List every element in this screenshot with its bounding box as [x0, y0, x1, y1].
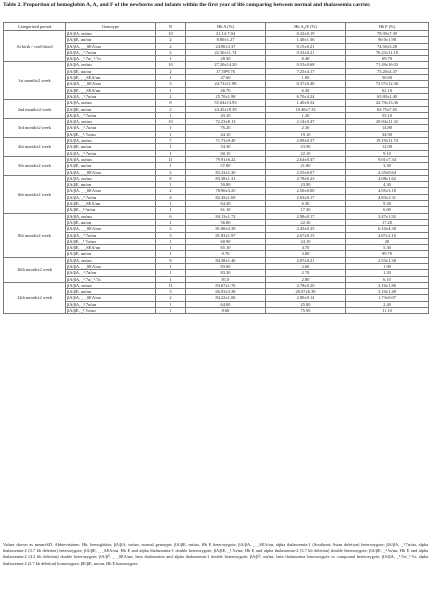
hbf-cell: 55.10 — [346, 112, 429, 118]
n-cell: 10 — [156, 62, 186, 68]
n-cell: 7 — [156, 138, 186, 144]
hba2e-cell: 2.98±0.17 — [266, 213, 346, 219]
hba-cell: 65.10 — [186, 245, 266, 251]
genotype-cell: βA/βA, _ _SEA/αα — [66, 81, 156, 87]
hbf-cell: 20 — [346, 238, 429, 244]
period-cell: 12th month±2 week — [4, 282, 66, 313]
genotype-cell: βA/βE, _³.7α/αα — [66, 238, 156, 244]
hba2e-cell: 2.30 — [266, 125, 346, 131]
n-cell: 2 — [156, 43, 186, 49]
genotype-cell: βA/βE, αα/αα — [66, 289, 156, 295]
hba-cell: 83.23±1.20 — [186, 169, 266, 175]
hba-cell: 83.38±1.31 — [186, 175, 266, 181]
hbf-cell: 1.90 — [346, 263, 429, 269]
genotype-cell: βA/βA, _ _SEA/αα — [66, 263, 156, 269]
hba2e-cell: 19.10 — [266, 131, 346, 137]
hba2e-cell: 6.30 — [266, 87, 346, 93]
genotype-cell: βA/βA, _³.7α/αα — [66, 49, 156, 55]
hbf-cell: 6.10±4.30 — [346, 226, 429, 232]
hba2e-cell: 0.15±0.21 — [266, 43, 346, 49]
hba-cell: 81.83±1.97 — [186, 232, 266, 238]
period-cell: 5th month±2 week — [4, 156, 66, 175]
hbf-cell: 12.00 — [346, 144, 429, 150]
period-cell: 4th month±2 week — [4, 138, 66, 157]
hba2e-cell: 7.25±4.17 — [266, 68, 346, 74]
hba2e-cell: 4.70 — [266, 245, 346, 251]
genotype-cell: βA/βA, αα/αα — [66, 62, 156, 68]
hba-cell: 81.80±3.39 — [186, 226, 266, 232]
hba2e-cell: 6.70±4.24 — [266, 93, 346, 99]
n-cell: 1 — [156, 150, 186, 156]
table-row — [4, 308, 429, 314]
hba2e-cell: 1.40±1.36 — [266, 37, 346, 43]
hbf-cell: 71.49±16.03 — [346, 62, 429, 68]
hbf-cell: 9.01±7.34 — [346, 156, 429, 162]
hba-cell: 56.80 — [186, 219, 266, 225]
hba2e-cell: 2.87±0.21 — [266, 257, 346, 263]
hba-cell: 43.10 — [186, 112, 266, 118]
hbf-cell: 14.80 — [346, 125, 429, 131]
genotype-cell: βA/βA, αα/αα — [66, 100, 156, 106]
period-cell: 8th month±2 week — [4, 213, 66, 257]
n-cell: 1 — [156, 56, 186, 62]
n-cell: 1 — [156, 238, 186, 244]
hbf-cell: 3.10±1.49 — [346, 289, 429, 295]
hba2e-cell: 1.20 — [266, 112, 346, 118]
hbf-cell: 42.79±13.36 — [346, 100, 429, 106]
genotype-cell: βA/βE, _ _SEA/αα — [66, 245, 156, 251]
genotype-cell: βA/βE, _³.7α/αα — [66, 131, 156, 137]
genotype-cell: βA/βE, αα/αα — [66, 106, 156, 112]
genotype-cell: βA/βE, _³.7α/αα — [66, 308, 156, 314]
n-cell: 11 — [156, 156, 186, 162]
hbf-cell: 50.00 — [346, 75, 429, 81]
genotype-cell: βA/βE, _ _SEA/αα — [66, 87, 156, 93]
hba2e-cell: 0.33±0.21 — [266, 49, 346, 55]
hba-cell: 59.80 — [186, 182, 266, 188]
hbf-cell: 69.70 — [346, 56, 429, 62]
n-cell: 1 — [156, 182, 186, 188]
n-cell: 2 — [156, 49, 186, 55]
hba-cell: 47.60 — [186, 75, 266, 81]
n-cell: 2 — [156, 295, 186, 301]
header-hba2e: Hb A₂/E (%) — [266, 23, 346, 31]
hbf-cell: 4.08±1.62 — [346, 175, 429, 181]
hba2e-cell: 75.90 — [266, 308, 346, 314]
n-cell: 1 — [156, 308, 186, 314]
n-cell: 10 — [156, 119, 186, 125]
n-cell: 2 — [156, 106, 186, 112]
hbf-cell: 90.0±1.98 — [346, 37, 429, 43]
hba-cell: 81.0 — [186, 276, 266, 282]
genotype-cell: βA/βA, _³.7α/_³.7α — [66, 276, 156, 282]
genotype-cell: βA/βA, _ _SEA/αα — [66, 43, 156, 49]
hba-cell: 61.10 — [186, 207, 266, 213]
n-cell: 10 — [156, 31, 186, 37]
genotype-cell: βA/βA, _ _SEA/αα — [66, 188, 156, 194]
hba-cell: 8.80±1.27 — [186, 37, 266, 43]
genotype-cell: βA/βA, _³.7α/αα — [66, 125, 156, 131]
hba2e-cell: 6.30 — [266, 201, 346, 207]
header-hbf: Hb F (%) — [346, 23, 429, 31]
hba-cell: 66.03±3.38 — [186, 289, 266, 295]
hba-cell: 84.22±1.06 — [186, 295, 266, 301]
hbf-cell: 1.20 — [346, 270, 429, 276]
genotype-cell: βA/βA, _ _SEA/αα — [66, 295, 156, 301]
genotype-cell: βA/βA, αα/αα — [66, 175, 156, 181]
period-cell: 10th month±2 week — [4, 257, 66, 282]
genotype-cell: βA/βE, αα/αα — [66, 37, 156, 43]
hba2e-cell: 21.80 — [266, 163, 346, 169]
hba-cell: 21.14·7.04 — [186, 31, 266, 37]
n-cell: 1 — [156, 163, 186, 169]
hba2e-cell: 2.67±0.15 — [266, 232, 346, 238]
hba-cell: 64.00 — [186, 301, 266, 307]
n-cell: 1 — [156, 263, 186, 269]
hbf-cell: 78.39±7.39 — [346, 31, 429, 37]
hba2e-cell: 22.10 — [266, 150, 346, 156]
genotype-cell: βA/βA, _ _SEA/αα — [66, 169, 156, 175]
hba-cell: 24.90±3.37 — [186, 43, 266, 49]
hbf-cell: 17.20 — [346, 219, 429, 225]
n-cell: 2 — [156, 37, 186, 43]
hba2e-cell: 22.30 — [266, 219, 346, 225]
n-cell: 2 — [156, 93, 186, 99]
genotype-cell: βA/βA, _³.7α/_³.7α — [66, 56, 156, 62]
hba-cell: 60.10 — [186, 150, 266, 156]
hba2e-cell: 2.78±0.23 — [266, 175, 346, 181]
hbf-cell: 63.75±7.65 — [346, 106, 429, 112]
hba-cell: 71.73±9.49 — [186, 138, 266, 144]
hbf-cell: 9.10 — [346, 150, 429, 156]
hemoglobin-table — [3, 22, 429, 314]
n-cell: 1 — [156, 201, 186, 207]
genotype-cell: βA/βE, _ _SEA/αα — [66, 75, 156, 81]
hba-cell: 76.20 — [186, 125, 266, 131]
hba-cell: 82.45±1.69 — [186, 194, 266, 200]
genotype-cell: βA/βE, αα/αα — [66, 219, 156, 225]
hba2e-cell: 2.60 — [266, 263, 346, 269]
hba-cell: 0.70 — [186, 251, 266, 257]
genotype-cell: βA/βE, _⁴.²α/αα — [66, 207, 156, 213]
hbf-cell: 2.40 — [346, 301, 429, 307]
hbf-cell: 4.95±3.18 — [346, 188, 429, 194]
hbf-cell: 3.30 — [346, 163, 429, 169]
hbf-cell: 34.90 — [346, 131, 429, 137]
hbf-cell: 76.23±11.10 — [346, 49, 429, 55]
genotype-cell: βA/βA, αα/αα — [66, 213, 156, 219]
hba-cell: 27.20±14.20 — [186, 62, 266, 68]
hbf-cell: 74.50±3.28 — [346, 43, 429, 49]
hba-cell: 78.90±3.25 — [186, 188, 266, 194]
hba2e-cell: 2.78±0.20 — [266, 282, 346, 288]
n-cell: 9 — [156, 257, 186, 263]
hbf-cell: 4.30 — [346, 182, 429, 188]
hba2e-cell: 0.40 — [266, 56, 346, 62]
n-cell: 1 — [156, 112, 186, 118]
n-cell: 11 — [156, 282, 186, 288]
genotype-cell: βA/βA, αα/αα — [66, 31, 156, 37]
n-cell: 1 — [156, 75, 186, 81]
period-cell: At birth / cord blood — [4, 31, 66, 62]
hbf-cell: 19.19±11.74 — [346, 138, 429, 144]
hba-cell: 25.70±1.98 — [186, 93, 266, 99]
hba-cell: 17.50²9.76 — [186, 68, 266, 74]
hba-cell: 60.90 — [186, 238, 266, 244]
header-n: N — [156, 23, 186, 31]
header-hba: Hb A (%) — [186, 23, 266, 31]
hba-cell: 26.70 — [186, 87, 266, 93]
hbf-cell: 3.47±1.92 — [346, 213, 429, 219]
hba-cell: 28.30 — [186, 56, 266, 62]
n-cell: 8 — [156, 175, 186, 181]
hba2e-cell: 2.14±0.47 — [266, 119, 346, 125]
hba2e-cell: 3.00 — [266, 251, 346, 257]
hba2e-cell: 0.55±0.68 — [266, 62, 346, 68]
hba-cell: 84.38±1.46 — [186, 257, 266, 263]
hba-cell: 22.30±11.74 — [186, 49, 266, 55]
genotype-cell: βA/βA, _³.7α/αα — [66, 232, 156, 238]
hbf-cell: 4.83±2.31 — [346, 194, 429, 200]
hba-cell: 55.04±13.93 — [186, 100, 266, 106]
n-cell: 3 — [156, 81, 186, 87]
header-period: Categorized period — [4, 23, 66, 31]
hba2e-cell: 0.37±0.40 — [266, 81, 346, 87]
hba2e-cell: 2.63±0.17 — [266, 194, 346, 200]
hba-cell: 24.73±11.88 — [186, 81, 266, 87]
period-cell: 6th month±2 week — [4, 175, 66, 213]
hba2e-cell: 23.90 — [266, 182, 346, 188]
hbf-cell: 4.35±0.64 — [346, 169, 429, 175]
hba-cell: 64.30 — [186, 201, 266, 207]
hba2e-cell: 10.40±7.33 — [266, 106, 346, 112]
genotype-cell: βA/βA, αα/αα — [66, 119, 156, 125]
hba-cell: 44.10 — [186, 131, 266, 137]
header-genotype: Genotype — [66, 23, 156, 31]
n-cell: 4 — [156, 194, 186, 200]
hbf-cell: 9.30 — [346, 201, 429, 207]
genotype-cell: βA/βE, αα/αα — [66, 144, 156, 150]
n-cell: 1 — [156, 144, 186, 150]
hba-cell: 72.23±8.13 — [186, 119, 266, 125]
genotype-cell: βA/βA, _³.7α/αα — [66, 93, 156, 99]
hbf-cell: 2.53±1.38 — [346, 257, 429, 263]
n-cell: 2 — [156, 226, 186, 232]
n-cell: 2 — [156, 188, 186, 194]
hba-cell: 79.91±6.22 — [186, 156, 266, 162]
n-cell: 8 — [156, 100, 186, 106]
n-cell: 1 — [156, 207, 186, 213]
hba-cell: 57.00 — [186, 163, 266, 169]
n-cell: 2 — [156, 68, 186, 74]
genotype-cell: βA/βE, αα/αα — [66, 251, 156, 257]
hba2e-cell: 2.55±0.07 — [266, 169, 346, 175]
hba-cell: 83.00 — [186, 263, 266, 269]
hba2e-cell: 23.50 — [266, 144, 346, 150]
genotype-cell: βA/βA, αα/αα — [66, 282, 156, 288]
hbf-cell: 20.04±11.32 — [346, 119, 429, 125]
genotype-cell: βA/βA, _³.7α/αα — [66, 194, 156, 200]
period-cell: 2nd month±2 week — [4, 100, 66, 119]
n-cell: 1 — [156, 125, 186, 131]
hbf-cell: 65.80±2.40 — [346, 93, 429, 99]
header-row — [4, 23, 429, 31]
hba2e-cell: 2.70 — [266, 270, 346, 276]
genotype-cell: βA/βA, _³.7α/αα — [66, 150, 156, 156]
hbf-cell: 4.87±2.10 — [346, 232, 429, 238]
hbf-cell: 75.20±4.37 — [346, 68, 429, 74]
hba2e-cell: 2.45±0.35 — [266, 226, 346, 232]
genotype-cell: βA/βA, _³.7α/αα — [66, 270, 156, 276]
n-cell: 1 — [156, 245, 186, 251]
genotype-cell: βA/βA, _³.7α/αα — [66, 301, 156, 307]
hba2e-cell: 2.80 — [266, 276, 346, 282]
hba-cell: 83.67±1.76 — [186, 282, 266, 288]
n-cell: 3 — [156, 232, 186, 238]
hba2e-cell: 20.07±6.39 — [266, 289, 346, 295]
hba2e-cell: 1.00 — [266, 75, 346, 81]
hbf-cell: 6.00 — [346, 207, 429, 213]
genotype-cell: βA/βE, αα/αα — [66, 68, 156, 74]
hba-cell: 24.45±19.39 — [186, 106, 266, 112]
table-body — [4, 31, 429, 314]
hbf-cell: 73.57±12.36 — [346, 81, 429, 87]
hba2e-cell: 2.80±0.14 — [266, 295, 346, 301]
hbf-cell: 6.10 — [346, 276, 429, 282]
n-cell: 1 — [156, 276, 186, 282]
hbf-cell: 5.30 — [346, 245, 429, 251]
hba-cell: 83.30 — [186, 270, 266, 276]
n-cell: 1 — [156, 251, 186, 257]
genotype-cell: βA/βA, _ _SEA/αα — [66, 226, 156, 232]
period-cell: 3rd month±2 week — [4, 119, 66, 138]
n-cell: 1 — [156, 87, 186, 93]
hba2e-cell: 2.50±0.00 — [266, 188, 346, 194]
n-cell: 1 — [156, 270, 186, 276]
n-cell: 1 — [156, 219, 186, 225]
period-cell: 1st month±2 week — [4, 62, 66, 100]
hba-cell: 54.30 — [186, 144, 266, 150]
hbf-cell: 99.70 — [346, 251, 429, 257]
n-cell: 3 — [156, 289, 186, 295]
hba2e-cell: 0.32±0.19 — [266, 31, 346, 37]
hbf-cell: 62.10 — [346, 87, 429, 93]
genotype-cell: βA/βE, _ _SEA/αα — [66, 201, 156, 207]
hbf-cell: 1.73±0.07 — [346, 295, 429, 301]
n-cell: 2 — [156, 169, 186, 175]
genotype-cell: βA/βA, αα/αα — [66, 156, 156, 162]
hbf-cell: 11.10 — [346, 308, 429, 314]
genotype-cell: βA/βA, αα/αα — [66, 257, 156, 263]
hba-cell: 84.13±1.72 — [186, 213, 266, 219]
hba-cell: 8.60 — [186, 308, 266, 314]
n-cell: 1 — [156, 131, 186, 137]
genotype-cell: βA/βA, αα/αα — [66, 138, 156, 144]
hba2e-cell: 2.64±0.37 — [266, 156, 346, 162]
hbf-cell: 3.16±1.86 — [346, 282, 429, 288]
hba2e-cell: 2.09±0.37 — [266, 138, 346, 144]
genotype-cell: βA/βA, _³.7α/αα — [66, 112, 156, 118]
n-cell: 6 — [156, 213, 186, 219]
n-cell: 1 — [156, 301, 186, 307]
hba2e-cell: 17.30 — [266, 207, 346, 213]
hba2e-cell: 25.00 — [266, 301, 346, 307]
hba2e-cell: 24.10 — [266, 238, 346, 244]
hba2e-cell: 1.40±0.54 — [266, 100, 346, 106]
table-caption: Table 2. Proportion of hemoglobin A, A₂ and F of the newborns and infants within the first year of life comparing between normal and thalassemia carrier. — [3, 2, 371, 8]
genotype-cell: βA/βE, αα/αα — [66, 163, 156, 169]
genotype-cell: βA/βE, αα/αα — [66, 182, 156, 188]
table-footnote: Values shown as mean±SD. Abbreviations: Hb, hemoglobin; βA/βA, αα/αα, normal genotype; βA/βE, αα/αα, Hb E heterozygote; βA/βA, _ _SEA/αα, alpha thalassemia-1 (Southeast Asian deletion) heterozygote; βA/βA, _³.7α/αα, alpha thalassemia-2 (3.7 kb deletion) heterozygote; βA/βE, _ _SEA/αα, Hb E and alpha thalassemia-1 double heterozygote; βA/βE, _³.7α/αα, Hb E and alpha thalassemia-2 (3.7 kb deletion) double heterozygote; βA/βE, _⁴.²α/αα, Hb E and alpha thalassemia-2 (4.2 kb deletion) double heterozygote; βA/β⁰, _ _SEA/αα, beta thalassemia and alpha thalassemia-1 double heterozygote; βA/β⁰, αα/αα, beta thalassemia heterozygote or compound heterozygote; βA/βA, _³.7α/_³.7α, alpha thalassemia-2 (3.7 kb deletion) homozygote; βE/βE, αα/αα, Hb E homozygote. — [3, 542, 428, 566]
